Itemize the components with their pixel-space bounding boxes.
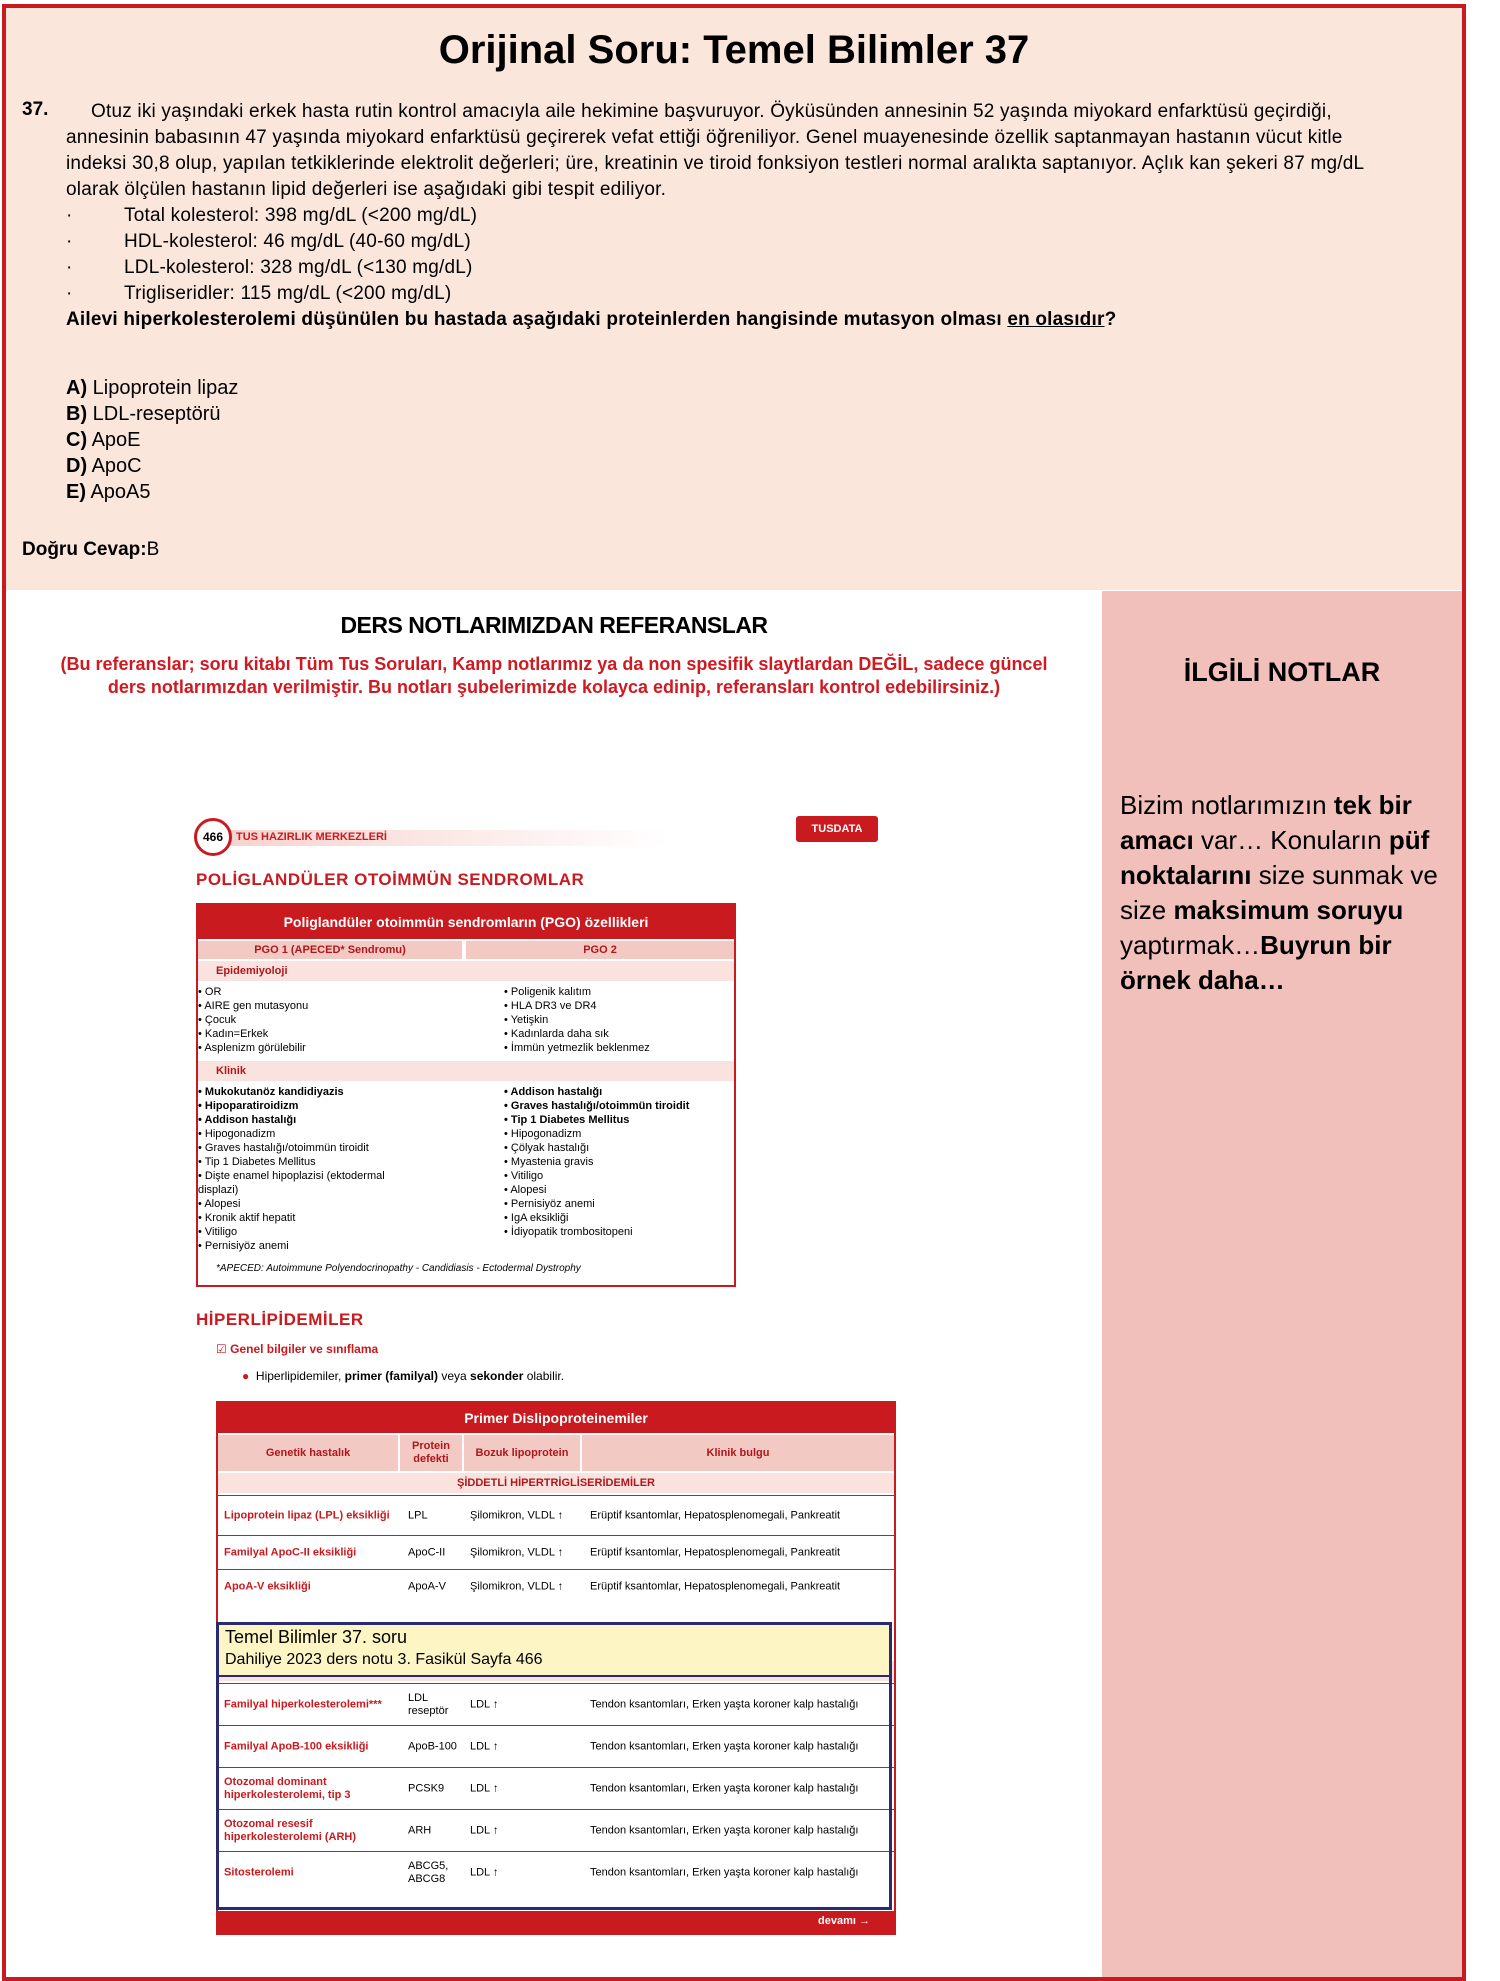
sidebar-text-part: var… Konuların [1193,825,1389,855]
bullet-bold: sekonder [470,1369,524,1383]
option-letter: C) [66,429,88,451]
bullet-icon: ● [242,1369,250,1383]
dis-col-header: Bozuk lipoprotein [464,1435,580,1471]
cell: Şilomikron, VLDL ↑ [470,1580,564,1593]
answer-options [66,375,238,505]
references-heading: DERS NOTLARIMIZDAN REFERANSLAR [340,612,768,638]
list-item: • Pernisiyöz anemi [198,1239,428,1253]
cell: Şilomikron, VLDL ↑ [470,1546,564,1559]
cell: Familyal ApoC-II eksikliği [224,1546,357,1559]
sidebar-text-part: size sunmak ve size [1120,860,1438,925]
list-item: • Kadın=Erkek [198,1027,428,1041]
callout-question-ref: Temel Bilimler 37. soru [225,1627,408,1647]
checkbox-icon: ☑ [216,1342,227,1356]
cell: LDL ↑ [470,1866,499,1879]
dis-table-title: Primer Dislipoproteinemiler [218,1403,894,1433]
page-header-text: TUS HAZIRLIK MERKEZLERİ [236,831,387,843]
list-item: • Graves hastalığı/otoimmün tiroidit [504,1099,754,1113]
option-letter: E) [66,481,86,503]
continue-label: devamı → [818,1915,870,1927]
pgo-col1-header: PGO 1 (APECED* Sendromu) [198,941,462,959]
pgo1-clinical [198,1085,428,1253]
cell: Tendon ksantomları, Erken yaşta koroner kalp hastalığı [590,1824,859,1837]
cell: Tendon ksantomları, Erken yaşta koroner kalp hastalığı [590,1782,859,1795]
callout-source-ref: Dahiliye 2023 ders notu 3. Fasikül Sayfa 466 [225,1651,543,1668]
pgo1-epidemiology [198,985,428,1055]
list-item: • Hipogonadizm [198,1127,428,1141]
sidebar-text [1120,788,1450,998]
cell: Erüptif ksantomlar, Hepatosplenomegali, Pankreatit [590,1546,841,1559]
bullet-text: olabilir. [523,1369,565,1383]
list-item: • Kronik aktif hepatit [198,1211,428,1225]
cell: PCSK9 [408,1782,445,1795]
cell: Familyal hiperkolesterolemi*** [224,1698,382,1711]
cell: Otozomal resesif hiperkolesterolemi (ARH) [224,1818,357,1843]
cell: LDL reseptör [408,1692,449,1717]
cell: Sitosterolemi [224,1866,294,1879]
dis-col-header: Genetik hastalık [218,1435,398,1471]
pgo-epi-label: Epidemiyoloji [198,961,734,981]
sidebar-text-part: Bizim notlarımızın [1120,790,1334,820]
cell: Tendon ksantomları, Erken yaşta koroner kalp hastalığı [590,1698,859,1711]
pgo2-epidemiology [466,985,754,1055]
option-text: ApoE [91,429,141,451]
list-item: • Çocuk [198,1013,428,1027]
pgo-table [196,903,736,1287]
list-item: • Tip 1 Diabetes Mellitus [504,1113,754,1127]
dis-col-header: Protein defekti [400,1435,462,1471]
question-stem-end: ? [1104,309,1117,330]
list-item: • HLA DR3 ve DR4 [504,999,754,1013]
list-item: • Alopesi [198,1197,428,1211]
option-d[interactable] [66,453,238,479]
cell: Familyal ApoB-100 eksikliği [224,1740,369,1753]
cell: ApoB-100 [408,1740,457,1753]
cell: LDL ↑ [470,1824,499,1837]
pgo-clin-label: Klinik [198,1061,734,1081]
cell: Lipoprotein lipaz (LPL) eksikliği [224,1509,390,1522]
list-item: • İdiyopatik trombositopeni [504,1225,754,1239]
hyper-bullet [242,1369,564,1383]
table-row [218,1569,894,1604]
question-paragraph: Otuz iki yaşındaki erkek hasta rutin kontrol amacıyla aile hekimine başvuruyor. Öyküsünden annesinin 52 yaşında miyokard enfarktüsü geçirdiği, annesinin babasının 47 yaşında miyokard enfarktüsü geçirerek vefat ettiği öğreniliyor. Genel muayenesinde özellik saptanmayan hastanın vücut kitle indeksi 30,8 olup, yapılan tetkiklerinde elektrolit değerleri; üre, kreatinin ve tiroid fonksiyon testleri normal aralıkta saptanıyor. Açlık kan şekeri 87 mg/dL olarak ölçülen hastanın lipid değerleri ise aşağıdaki gibi tespit ediliyor. [66,101,1364,200]
cell: Erüptif ksantomlar, Hepatosplenomegali, Pankreatit [590,1580,841,1593]
question-panel [6,8,1462,590]
sidebar-text-part: yaptırmak… [1120,930,1261,960]
question-stem [66,307,1396,333]
cell: LDL ↑ [470,1740,499,1753]
lab-value: · Total kolesterol: 398 mg/dL (<200 mg/dL) [66,203,1396,229]
page-number: 466 [194,818,232,856]
option-text: LDL-reseptörü [92,403,221,425]
table-row [218,1535,894,1570]
reference-callout-box [216,1622,892,1910]
cell: LDL ↑ [470,1782,499,1795]
option-letter: A) [66,377,88,399]
list-item: • AIRE gen mutasyonu [198,999,428,1013]
list-item: • Myastenia gravis [504,1155,754,1169]
cell: Şilomikron, VLDL ↑ [470,1509,564,1522]
list-item: • Yetişkin [504,1013,754,1027]
list-item: • Kadınlarda daha sık [504,1027,754,1041]
list-item: • Hipoparatiroidizm [198,1099,428,1113]
cell: LDL ↑ [470,1698,499,1711]
related-notes-sidebar [1102,591,1462,1977]
question-stem-main: Ailevi hiperkolesterolemi düşünülen bu hastada aşağıdaki proteinlerden hangisinde mutasyon olması [66,309,1008,330]
option-letter: B) [66,403,88,425]
lab-value: · HDL-kolesterol: 46 mg/dL (40-60 mg/dL) [66,229,1396,255]
lab-value: · LDL-kolesterol: 328 mg/dL (<130 mg/dL) [66,255,1396,281]
option-text: ApoA5 [90,481,151,503]
tusdata-logo: TUSDATA [796,816,878,842]
subsection-label: Genel bilgiler ve sınıflama [230,1342,379,1356]
list-item: • Poligenik kalıtım [504,985,754,999]
list-item: • Addison hastalığı [504,1085,754,1099]
list-item: • Çölyak hastalığı [504,1141,754,1155]
cell: ARH [408,1824,432,1837]
pgo-table-title: Poliglandüler otoimmün sendromların (PGO) özellikleri [198,905,734,939]
sidebar-emphasis: maksimum soruyu [1173,895,1404,925]
sidebar-emphasis: Buyrun bir örnek daha… [1120,930,1392,995]
table-row [218,1495,894,1536]
list-item: • Mukokutanöz kandidiyazis [198,1085,428,1099]
correct-answer [22,539,159,561]
subsection-title [216,1342,378,1356]
sidebar-title: İLGİLİ NOTLAR [1183,657,1381,687]
option-letter: D) [66,455,88,477]
page-frame [2,4,1466,1981]
page-title: Orijinal Soru: Temel Bilimler 37 [438,28,1030,72]
cell: ABCG5, ABCG8 [408,1860,449,1885]
question-stem-emphasis: en olasıdır [1007,309,1105,330]
option-b[interactable] [66,401,238,427]
list-item: • IgA eksikliği [504,1211,754,1225]
bullet-text: veya [438,1369,471,1383]
cell: Otozomal dominant hiperkolesterolemi, tip 3 [224,1776,351,1801]
pgo-col2-header: PGO 2 [466,941,734,959]
list-item: • Pernisiyöz anemi [504,1197,754,1211]
option-text: Lipoprotein lipaz [92,377,239,399]
dis-section-hypertrig: ŞİDDETLİ HİPERTRİGLİSERİDEMİLER [218,1473,894,1493]
cell: Tendon ksantomları, Erken yaşta koroner kalp hastalığı [590,1740,859,1753]
cell: ApoA-V eksikliği [224,1580,311,1593]
answer-label: Doğru Cevap: [22,539,147,560]
dis-col-header: Klinik bulgu [582,1435,894,1471]
option-text: ApoC [91,455,142,477]
table-footer-bar [218,1911,894,1933]
section-title-pgo: POLİGLANDÜLER OTOİMMÜN SENDROMLAR [196,870,585,889]
option-e[interactable] [66,479,238,505]
option-c[interactable] [66,427,238,453]
list-item: • Vitiligo [504,1169,754,1183]
lab-value: · Trigliseridler: 115 mg/dL (<200 mg/dL) [66,281,1396,307]
bullet-text: Hiperlipidemiler, [255,1369,345,1383]
list-item: • Alopesi [504,1183,754,1197]
question-number: 37. [22,99,49,120]
question-text [66,99,1396,333]
list-item: • Dişte enamel hipoplazisi (ektodermal displazi) [198,1169,428,1197]
bullet-bold: primer (familyal) [344,1369,438,1383]
option-a[interactable] [66,375,238,401]
cell: LPL [408,1509,428,1522]
sidebar-emphasis: püf noktalarını [1120,825,1430,890]
sidebar-emphasis: tek bir amacı [1120,790,1412,855]
list-item: • OR [198,985,428,999]
cell: ApoC-II [408,1546,446,1559]
list-item: • Tip 1 Diabetes Mellitus [198,1155,428,1169]
callout-label [219,1625,889,1677]
list-item: • Asplenizm görülebilir [198,1041,428,1055]
list-item: • Hipogonadizm [504,1127,754,1141]
list-item: • İmmün yetmezlik beklenmez [504,1041,754,1055]
cell: Erüptif ksantomlar, Hepatosplenomegali, Pankreatit [590,1509,841,1522]
answer-value: B [146,539,160,560]
list-item: • Graves hastalığı/otoimmün tiroidit [198,1141,428,1155]
references-note: (Bu referanslar; soru kitabı Tüm Tus Soruları, Kamp notlarımız ya da non spesifik slaytlardan DEĞİL, sadece güncel ders notlarımızdan verilmiştir. Bu notları şubelerimizde kolayca edinip, referansları kontrol edebilirsiniz.) [60,654,1048,697]
section-title-hiperlipidemiler: HİPERLİPİDEMİLER [196,1310,364,1329]
list-item: • Vitiligo [198,1225,428,1239]
list-item: • Addison hastalığı [198,1113,428,1127]
pgo-footnote: *APECED: Autoimmune Polyendocrinopathy - Candidiasis - Ectodermal Dystrophy [216,1263,581,1274]
cell: ApoA-V [408,1580,446,1593]
cell: Tendon ksantomları, Erken yaşta koroner kalp hastalığı [590,1866,859,1879]
pgo2-clinical [466,1085,754,1239]
